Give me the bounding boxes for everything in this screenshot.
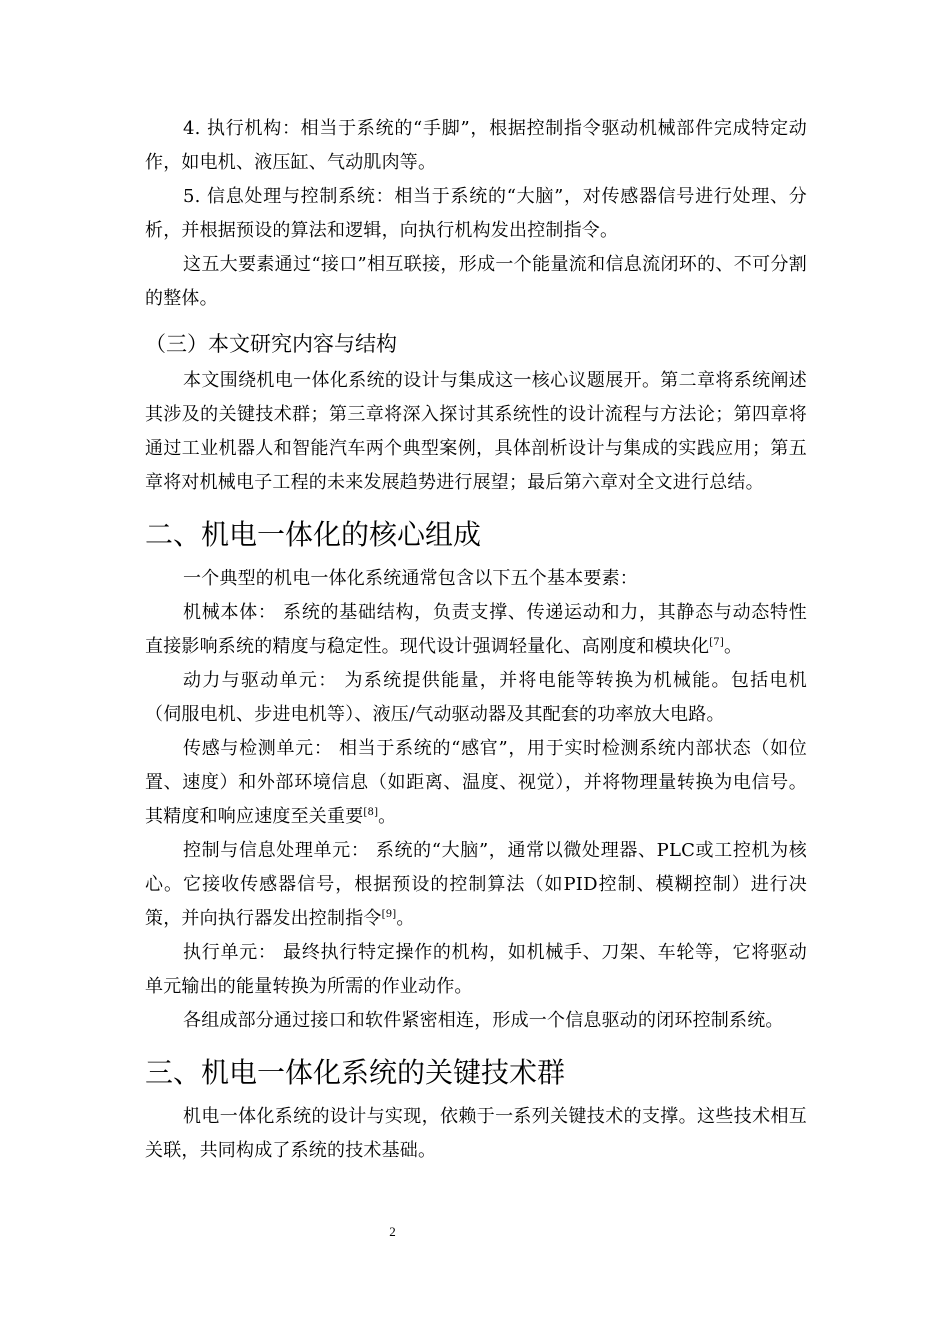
citation: [7] <box>709 637 724 648</box>
item-end: 。 <box>723 636 743 657</box>
paragraph-power-drive <box>145 664 807 732</box>
citation: [9] <box>381 909 397 920</box>
paragraph-key-tech-intro: 机电一体化系统的设计与实现，依赖于一系列关键技术的支撑。这些技术相互关联，共同构成了系统的技术基础。 <box>145 1106 807 1161</box>
paragraph-core-summary: 各组成部分通过接口和软件紧密相连，形成一个信息驱动的闭环控制系统。 <box>183 1010 784 1031</box>
paragraph-five-elements: 这五大要素通过“接口”相互联接，形成一个能量流和信息流闭环的、不可分割的整体。 <box>145 254 807 309</box>
paragraph-control-unit <box>145 834 807 936</box>
item-text: 机械本体： 系统的基础结构，负责支撑、传递运动和力，其静态与动态特性直接影响系统的精度与稳定性。现代设计强调轻量化、高刚度和模块化 <box>145 602 807 657</box>
chapter-heading-core-components: 二、机电一体化的核心组成 <box>145 518 482 551</box>
page-number: 2 <box>389 1224 396 1239</box>
paragraph-core-intro: 一个典型的机电一体化系统通常包含以下五个基本要素： <box>183 568 638 589</box>
item-text: 控制与信息处理单元： 系统的“大脑”，通常以微处理器、PLC或工控机为核心。它接收传感器信号，根据预设的控制算法（如PID控制、模糊控制）进行决策，并向执行器发出控制指令 <box>145 840 807 929</box>
paragraph-control-system: 5. 信息处理与控制系统：相当于系统的“大脑”，对传感器信号进行处理、分析，并根据预设的算法和逻辑，向执行机构发出控制指令。 <box>145 186 807 241</box>
paragraph-mechanical-body <box>145 596 807 664</box>
page-content <box>145 112 807 1168</box>
paragraph-execution-unit <box>145 936 807 1004</box>
paragraph-sensing <box>145 732 807 834</box>
item-text: 动力与驱动单元： 为系统提供能量，并将电能等转换为机械能。包括电机（伺服电机、步进电机等）、液压/气动驱动器及其配套的功率放大电路。 <box>145 670 807 725</box>
item-end: 。 <box>396 908 415 929</box>
paragraph-actuator: 4. 执行机构：相当于系统的“手脚”，根据控制指令驱动机械部件完成特定动作，如电机、液压缸、气动肌肉等。 <box>145 118 807 173</box>
item-text: 执行单元： 最终执行特定操作的机构，如机械手、刀架、车轮等，它将驱动单元输出的能量转换为所需的作业动作。 <box>145 942 807 997</box>
paragraph-research-structure: 本文围绕机电一体化系统的设计与集成这一核心议题展开。第二章将系统阐述其涉及的关键技术群；第三章将深入探讨其系统性的设计流程与方法论；第四章将通过工业机器人和智能汽车两个典型案例，具体剖析设计与集成的实践应用；第五章将对机械电子工程的未来发展趋势进行展望；最后第六章对全文进行总结。 <box>145 370 807 493</box>
citation: [8] <box>363 807 379 818</box>
item-text: 传感与检测单元： 相当于系统的“感官”，用于实时检测系统内部状态（如位置、速度）和外部环境信息（如距离、温度、视觉），并将物理量转换为电信号。其精度和响应速度至关重要 <box>145 738 807 827</box>
chapter-heading-key-technologies: 三、机电一体化系统的关键技术群 <box>145 1056 566 1089</box>
item-end: 。 <box>378 806 397 827</box>
section-heading-research: （三）本文研究内容与结构 <box>145 332 397 356</box>
